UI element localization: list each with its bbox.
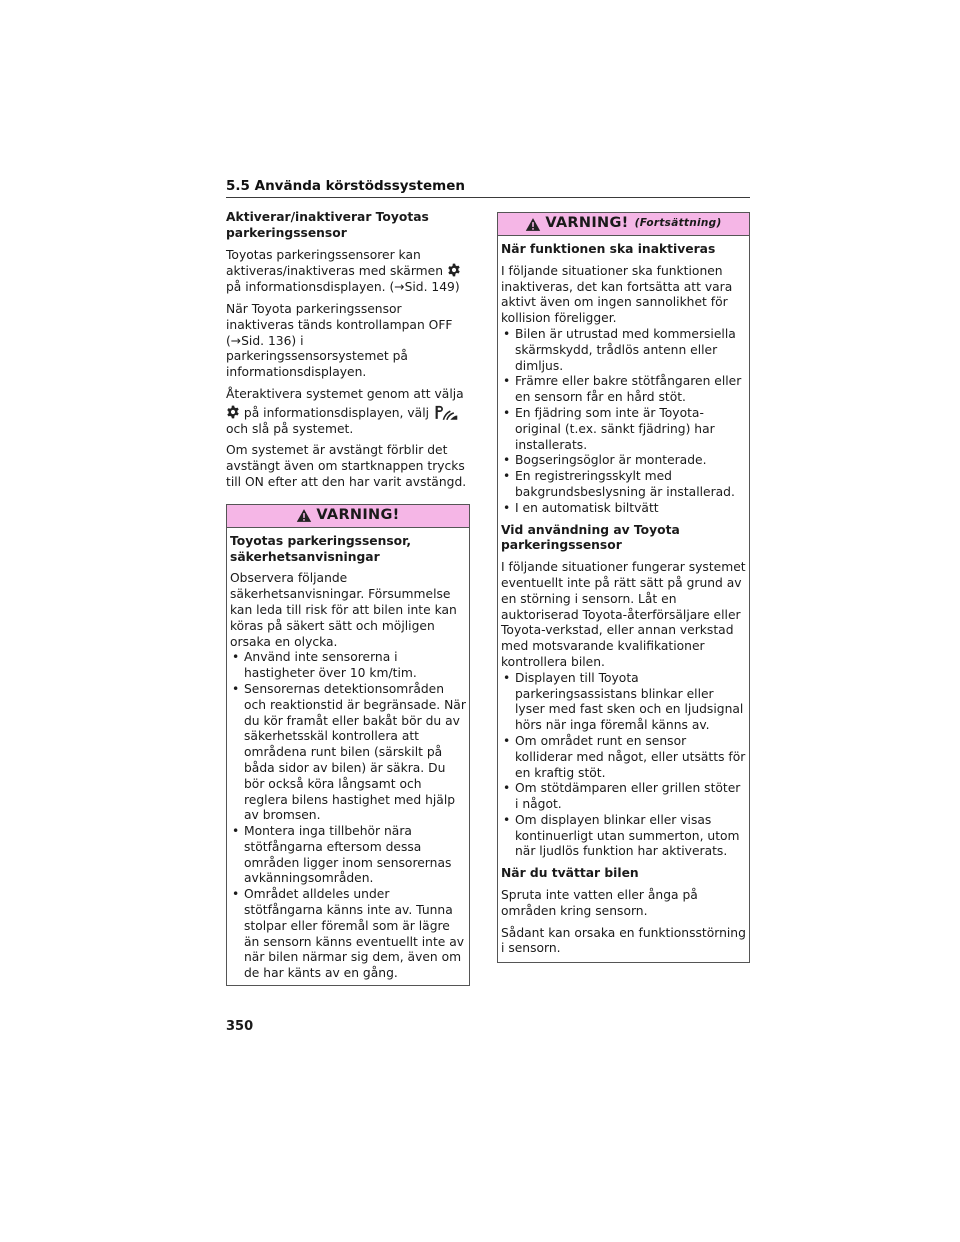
bullet-list-1 — [501, 327, 747, 517]
warning-label: VARNING! — [316, 506, 400, 523]
warning-body — [227, 528, 469, 985]
gear-icon — [226, 405, 240, 419]
warning-label: VARNING! — [545, 215, 629, 232]
list-item: • En registreringsskylt med bakgrundsbeslysning är installerad. — [501, 469, 747, 501]
page-number: 350 — [226, 1019, 254, 1034]
list-item: • I en automatisk biltvätt — [501, 501, 747, 517]
left-para-4: Om systemet är avstängt förblir det avstängt även om startknappen trycks till ON efter att den har varit avstängd. — [226, 443, 467, 489]
warning-body-continued — [498, 236, 749, 962]
right-column — [497, 212, 750, 963]
warning-box — [226, 504, 470, 986]
warning-triangle-icon — [525, 217, 541, 232]
right-para-2: I följande situationer fungerar systemet eventuellt inte på rätt sätt på grund av en störning i sensorn. Låt en auktoriserad Toyota-återförsäljare eller Toyota-verkstad, eller annan verkstad med motsvarande kvalifikationer kontrollera bilen. — [501, 560, 746, 669]
gear-icon — [447, 263, 461, 277]
list-item: • Använd inte sensorerna i hastigheter över 10 km/tim. — [230, 650, 467, 682]
bullet-list-2 — [501, 671, 747, 861]
right-para-4: Sådant kan orsaka en funktionsstörning i sensorn. — [501, 925, 746, 956]
left-para-3-text-a: Återaktivera systemet genom att välja — [226, 386, 464, 401]
left-column — [226, 210, 470, 986]
left-para-1-text-a: Toyotas parkeringssensorer kan aktiveras/inaktiveras med skärmen — [226, 247, 447, 279]
list-item: • Bilen är utrustad med kommersiella skärmskydd, trådlös antenn eller dimljus. — [501, 327, 747, 374]
left-para-1-text-b: på informationsdisplayen. (→Sid. 149) — [226, 280, 460, 295]
warning-triangle-icon — [296, 508, 312, 523]
right-para-3: Spruta inte vatten eller ånga på områden kring sensorn. — [501, 888, 698, 918]
left-para-3-text-b: på informationsdisplayen, välj — [240, 405, 433, 420]
list-item: • Montera inga tillbehör nära stötfångarna eftersom dessa områden ligger inom sensorernas avkänningsområden. — [230, 824, 467, 887]
warning-header-continued — [498, 213, 749, 236]
section-number: 5.5 — [226, 178, 250, 194]
list-item: • Displayen till Toyota parkeringsassistans blinkar eller lyser med fast sken och en ljudsignal hörs när inga föremål känns av. — [501, 671, 747, 734]
list-item: • En fjädring som inte är Toyota-original (t.ex. sänkt fjädring) har installerats. — [501, 406, 747, 453]
left-heading: Aktiverar/inaktiverar Toyotas parkeringssensor — [226, 210, 429, 240]
list-item: • Om området runt en sensor kolliderar med något, eller utsätts för en kraftig stöt. — [501, 734, 747, 781]
warning-continued-label: (Fortsättning) — [634, 217, 722, 230]
list-item: • Om stötdämparen eller grillen stöter i något. — [501, 781, 747, 813]
left-para-3-text-c: och slå på systemet. — [226, 421, 354, 436]
right-heading-2: Vid användning av Toyota parkeringssensor — [501, 522, 680, 553]
parking-sensor-icon — [433, 403, 459, 421]
list-item: • Främre eller bakre stötfångaren eller en sensorn får en hård stöt. — [501, 374, 747, 406]
left-para-3 — [226, 387, 470, 437]
list-item: • Sensorernas detektionsområden och reaktionstid är begränsade. När du kör framåt eller bakåt bör du av säkerhetsskäl kontrollera att områdena runt bilen (särskilt på båda sidor av bilen) är säkra. Du bör också köra långsamt och reglera bilens hastighet med hjälp av bromsen. — [230, 682, 467, 824]
warning-heading: Toyotas parkeringssensor, säkerhetsanvisningar — [230, 533, 412, 564]
warning-box-continued — [497, 212, 750, 963]
list-item: • Om displayen blinkar eller visas kontinuerligt utan summerton, utom när ljudlös funktion har aktiverats. — [501, 813, 747, 860]
list-item: • Bogseringsöglor är monterade. — [501, 453, 747, 469]
section-header — [226, 178, 750, 198]
list-item: • Området alldeles under stötfångarna känns inte av. Tunna stolpar eller föremål som är lägre än sensorn känns eventuellt inte av när bilen närmar sig dem, även om de har känts av en gång. — [230, 887, 467, 982]
right-heading-1: När funktionen ska inaktiveras — [501, 242, 716, 256]
right-para-1: I följande situationer ska funktionen inaktiveras, det kan fortsätta att vara aktivt även om ingen sannolikhet för kollision föreligger. — [501, 263, 733, 326]
left-para-2: När Toyota parkeringssensor inaktiveras tänds kontrollampan OFF (→Sid. 136) i parkeringssensorsystemet på informationsdisplayen. — [226, 301, 453, 380]
warning-intro: Observera följande säkerhetsanvisningar. Försummelse kan leda till risk för att bilen inte kan köras på säkert sätt och möjligen orsaka en olycka. — [230, 571, 457, 649]
warning-header — [227, 505, 469, 528]
left-para-1 — [226, 248, 470, 296]
section-title: Använda körstödssystemen — [254, 178, 466, 194]
right-heading-3: När du tvättar bilen — [501, 866, 639, 881]
warning-bullet-list — [230, 650, 467, 982]
